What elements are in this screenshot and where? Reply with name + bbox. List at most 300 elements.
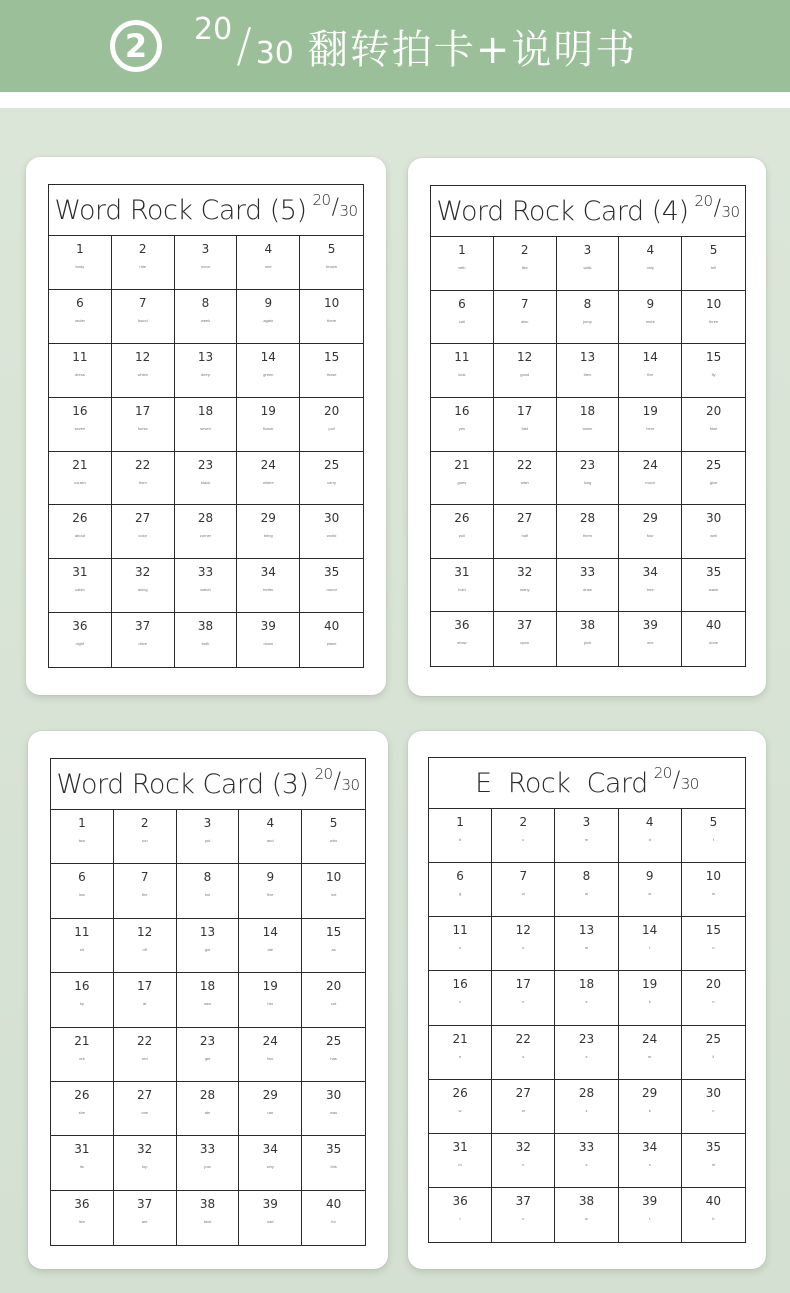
cell-word: many	[519, 586, 530, 592]
cell-word: warm	[582, 425, 593, 431]
cell-word: watch	[200, 587, 211, 593]
card-cell	[51, 1136, 114, 1190]
cell-number: 28	[578, 1085, 595, 1100]
cell-number: 28	[579, 511, 596, 526]
cell-word: wish	[520, 479, 529, 485]
cell-word: b	[458, 837, 462, 842]
card-cell	[682, 237, 745, 291]
cell-word: t	[459, 1215, 461, 1221]
cell-number: 5	[327, 242, 336, 256]
cell-word: then	[583, 372, 592, 378]
banner-title: 翻转拍卡+说明书	[307, 26, 638, 73]
cell-word: look	[458, 372, 466, 378]
card-cell	[177, 973, 240, 1027]
card-cell	[492, 917, 555, 971]
card-title	[429, 758, 745, 809]
cell-number: 11	[74, 924, 90, 939]
card-cell	[237, 452, 300, 506]
cell-word: seven	[74, 425, 86, 431]
card-cell	[114, 1136, 177, 1190]
cell-number: 3	[583, 243, 592, 257]
card-cell	[300, 344, 363, 398]
fraction-numerator: 20	[694, 191, 713, 210]
card-cell	[555, 809, 618, 863]
card-title-text: Word Rock Card (3)	[56, 768, 309, 800]
cell-word: t	[649, 1215, 651, 1221]
card-cell	[49, 398, 112, 452]
cell-number: 18	[579, 403, 596, 418]
card-grid	[48, 184, 364, 668]
card-cell	[429, 809, 492, 863]
cell-word: pull	[458, 533, 466, 539]
cell-word: fly	[711, 372, 716, 378]
cell-word: c	[522, 837, 525, 842]
cell-number: 7	[519, 869, 528, 884]
cell-word: one	[141, 1109, 149, 1115]
cell-word: are	[141, 1218, 148, 1224]
card-cell	[239, 973, 302, 1027]
cell-number: 32	[135, 565, 151, 580]
cell-number: 1	[456, 815, 464, 829]
cell-number: 13	[578, 923, 595, 938]
cell-number: 20	[323, 403, 340, 418]
cell-word: at	[143, 1001, 147, 1007]
cell-number: 36	[454, 618, 470, 633]
card-e-rock	[408, 731, 766, 1269]
card-cell	[682, 971, 745, 1025]
card-cell	[177, 1028, 240, 1082]
fraction-denominator: 30	[341, 775, 360, 794]
cell-word: low	[78, 892, 85, 898]
card-cell	[494, 344, 557, 398]
cell-number: 4	[264, 242, 273, 256]
cell-number: 31	[74, 1142, 90, 1157]
cell-number: 32	[515, 1139, 531, 1154]
card-cell	[494, 291, 557, 345]
card-cell	[114, 1028, 177, 1082]
card-cell	[49, 344, 112, 398]
card-grid	[50, 758, 366, 1246]
cell-word: by	[79, 1001, 85, 1007]
cell-word: tree	[646, 586, 654, 592]
card-cell	[237, 505, 300, 559]
cell-number: 38	[199, 1196, 216, 1211]
cell-word: down	[263, 641, 274, 647]
card-cell	[177, 1082, 240, 1136]
cell-word: s	[522, 1053, 525, 1059]
card-cell	[619, 863, 682, 917]
card-title-fraction	[314, 764, 360, 797]
cell-word: pick	[583, 640, 592, 646]
card-cell	[682, 291, 745, 345]
cell-number: 8	[582, 869, 591, 884]
card-cell	[557, 452, 620, 506]
card-cell	[112, 398, 175, 452]
cell-number: 8	[583, 296, 592, 311]
cell-number: 15	[705, 350, 722, 365]
step-number-digit: 2	[124, 27, 148, 65]
cell-number: 2	[138, 242, 147, 256]
cell-word: color	[138, 533, 148, 539]
card-cell	[682, 863, 745, 917]
card-title-text: Word Rock Card (5)	[54, 194, 307, 226]
card-cell	[431, 612, 494, 666]
card-cell	[175, 559, 238, 613]
step-number-badge	[110, 20, 162, 72]
card-cell	[175, 452, 238, 506]
cell-word: who	[329, 838, 338, 843]
cell-word: get	[204, 1055, 211, 1061]
card-grid	[428, 757, 746, 1243]
cell-word: k	[648, 999, 651, 1005]
cell-number: 19	[642, 403, 658, 418]
cell-word: there	[327, 317, 337, 323]
cell-number: 24	[260, 457, 276, 472]
card-cell	[177, 1191, 240, 1245]
cell-number: 14	[642, 350, 658, 365]
card-title	[51, 759, 365, 810]
card-cell	[51, 919, 114, 973]
card-cell	[49, 559, 112, 613]
cell-number: 38	[579, 618, 596, 633]
card-cell	[429, 863, 492, 917]
card-cell	[300, 613, 363, 667]
card-cell	[557, 559, 620, 613]
cell-number: 15	[323, 349, 340, 364]
cell-word: s	[648, 1161, 651, 1167]
cell-number: 39	[642, 618, 658, 633]
cell-word: two	[267, 1055, 274, 1061]
cell-number: 20	[325, 979, 342, 994]
card-cell	[49, 505, 112, 559]
cell-word: wash	[708, 586, 719, 592]
card-cell	[555, 971, 618, 1025]
cell-word: which	[137, 371, 148, 377]
cell-word: two	[78, 838, 86, 843]
cell-word: also	[521, 318, 529, 324]
cell-number: 9	[264, 295, 273, 310]
cell-number: 10	[705, 869, 722, 884]
cell-number: 25	[705, 457, 722, 472]
cell-word: seven	[200, 425, 211, 431]
cell-number: 30	[705, 1085, 722, 1100]
cell-number: 40	[323, 619, 340, 634]
cell-word: much	[645, 479, 656, 485]
card-cell	[302, 919, 365, 973]
cell-number: 8	[203, 870, 212, 885]
cell-word: m	[711, 891, 716, 897]
card-cell	[431, 559, 494, 613]
card-cell	[112, 559, 175, 613]
cell-word: put	[204, 838, 211, 843]
cell-word: black	[200, 479, 211, 485]
cell-word: dress	[75, 371, 85, 377]
cell-number: 39	[642, 1193, 658, 1208]
fraction-numerator: 20	[314, 764, 333, 783]
cell-number: 2	[140, 816, 149, 830]
card-cell	[302, 1191, 365, 1245]
card-cell	[237, 613, 300, 667]
card-cell	[431, 398, 494, 452]
cell-number: 40	[705, 618, 722, 633]
card-cell	[429, 917, 492, 971]
cell-word: g	[458, 891, 462, 897]
cell-word: doing	[137, 587, 148, 593]
cell-word: d	[648, 837, 651, 842]
cell-number: 10	[705, 296, 722, 311]
card-cell	[239, 864, 302, 918]
cell-word: its	[79, 1164, 84, 1170]
card-cell	[300, 505, 363, 559]
cell-word: b	[712, 1215, 715, 1221]
cell-word: t	[649, 945, 651, 951]
card-cell	[555, 1134, 618, 1188]
card-cell	[557, 344, 620, 398]
cell-word: ran	[267, 1109, 274, 1115]
cell-word: again	[263, 317, 274, 323]
cell-number: 30	[323, 511, 340, 526]
cell-word: show	[457, 640, 467, 646]
cell-word: s	[585, 1053, 588, 1059]
cell-word: n	[522, 999, 525, 1005]
card-cell	[175, 344, 238, 398]
cell-number: 24	[262, 1033, 278, 1048]
card-cell	[112, 236, 175, 290]
cell-number: 17	[135, 403, 151, 418]
card-word-rock-3	[28, 731, 388, 1269]
card-cell	[300, 236, 363, 290]
cell-number: 18	[197, 403, 214, 418]
cell-number: 29	[262, 1087, 278, 1102]
cell-number: 9	[266, 870, 275, 885]
cell-word: why	[266, 1164, 274, 1170]
cell-word: tell	[711, 265, 717, 270]
cell-number: 36	[74, 1196, 90, 1211]
cell-word: five	[267, 892, 274, 898]
cell-number: 5	[709, 815, 718, 829]
cell-number: 6	[458, 296, 466, 311]
cell-number: 16	[72, 403, 88, 418]
card-cell	[682, 1188, 745, 1242]
card-cell	[239, 919, 302, 973]
card-title-fraction	[312, 190, 358, 223]
cell-number: 36	[72, 619, 88, 634]
card-cell	[492, 863, 555, 917]
cell-number: 2	[519, 815, 528, 829]
card-cell	[175, 236, 238, 290]
cell-number: 23	[578, 1031, 595, 1046]
cell-number: 13	[579, 350, 596, 365]
banner-fraction	[194, 12, 294, 72]
card-cell	[300, 559, 363, 613]
cell-number: 21	[72, 457, 88, 472]
card-cell	[49, 236, 112, 290]
cell-number: 6	[456, 869, 464, 884]
cell-number: 18	[578, 977, 595, 992]
cell-number: 17	[137, 979, 153, 994]
cell-word: done	[709, 640, 719, 646]
cell-word: flower	[262, 425, 274, 431]
cell-word: ll	[712, 1053, 715, 1059]
cell-word: got	[204, 946, 211, 952]
card-cell	[175, 398, 238, 452]
cell-word: w	[521, 891, 525, 897]
cell-word: draw	[583, 586, 592, 592]
card-cell	[112, 452, 175, 506]
cell-number: 25	[705, 1031, 722, 1046]
card-cell	[114, 919, 177, 973]
cell-word: noon	[201, 264, 210, 269]
cell-word: the	[141, 892, 148, 898]
cell-number: 16	[74, 979, 90, 994]
cell-number: 22	[517, 457, 533, 472]
cell-word: live	[78, 1218, 85, 1224]
cell-number: 27	[137, 1087, 153, 1102]
cell-word: from	[138, 479, 147, 485]
card-cell	[114, 973, 177, 1027]
card-grid	[430, 185, 746, 667]
cell-number: 31	[452, 1139, 468, 1154]
card-cell	[619, 344, 682, 398]
cell-word: only	[646, 265, 654, 270]
card-cell	[237, 290, 300, 344]
card-cells	[51, 810, 365, 1245]
cell-word: three	[709, 318, 719, 324]
cell-word: walk	[583, 265, 592, 270]
cell-word: here	[646, 425, 655, 431]
card-cell	[49, 452, 112, 506]
card-cell	[114, 1082, 177, 1136]
cell-number: 35	[325, 1142, 342, 1157]
cell-word: and	[266, 838, 274, 843]
card-cell	[682, 505, 745, 559]
cell-number: 28	[199, 1087, 216, 1102]
cell-number: 12	[515, 923, 531, 938]
cell-number: 13	[199, 924, 216, 939]
fraction-slash: /	[333, 768, 341, 794]
cell-number: 34	[262, 1142, 278, 1157]
cell-number: 18	[199, 979, 216, 994]
cell-number: 35	[705, 1139, 722, 1154]
cell-word: found	[137, 317, 148, 323]
cell-word: this	[330, 1164, 337, 1170]
card-cell	[557, 291, 620, 345]
card-cell	[431, 237, 494, 291]
card-cell	[49, 613, 112, 667]
cell-number: 7	[140, 870, 149, 885]
card-cell	[682, 612, 745, 666]
cell-number: 4	[266, 816, 275, 830]
cell-word: cabin	[75, 587, 85, 593]
cell-word: bring	[263, 533, 273, 539]
card-cell	[619, 1188, 682, 1242]
fraction-slash: /	[713, 195, 721, 221]
cell-number: 34	[642, 564, 658, 579]
cell-number: 37	[137, 1196, 153, 1211]
cell-word: run	[141, 838, 148, 843]
card-title-text: E Rock Card	[475, 767, 648, 799]
cell-word: off	[142, 946, 147, 952]
cell-word: not	[330, 892, 337, 898]
card-cell	[51, 1191, 114, 1245]
card-cell	[175, 505, 238, 559]
card-cell	[302, 973, 365, 1027]
card-cell	[51, 1028, 114, 1082]
card-cell	[429, 1026, 492, 1080]
cell-word: like	[521, 265, 528, 270]
cell-word: w	[521, 1107, 525, 1113]
cell-number: 27	[517, 511, 533, 526]
card-cell	[177, 919, 240, 973]
cell-number: 36	[452, 1193, 468, 1208]
cell-word: x	[459, 999, 462, 1005]
cell-word: night	[75, 641, 85, 647]
cell-number: 7	[138, 295, 147, 310]
cell-number: 31	[454, 564, 470, 579]
cell-number: 29	[642, 511, 658, 526]
card-cell	[237, 559, 300, 613]
cell-number: 30	[325, 1087, 342, 1102]
cell-word: long	[583, 479, 592, 485]
cell-word: round	[326, 587, 337, 593]
cell-word: under	[74, 317, 86, 323]
card-cell	[51, 1082, 114, 1136]
card-cell	[494, 559, 557, 613]
fraction-denominator: 30	[680, 774, 699, 793]
card-cells	[429, 809, 745, 1242]
cell-word: w	[458, 1107, 462, 1113]
cell-number: 3	[582, 815, 591, 829]
cell-word: m	[584, 891, 589, 897]
cell-number: 22	[515, 1031, 531, 1046]
card-cell	[177, 810, 240, 864]
cell-word: drive	[138, 641, 148, 647]
cell-word: n	[712, 999, 715, 1005]
cell-number: 38	[578, 1193, 595, 1208]
cell-word: where	[262, 479, 274, 485]
cell-number: 25	[325, 1033, 342, 1048]
cell-word: with	[458, 265, 466, 270]
cell-number: 29	[260, 511, 276, 526]
cell-number: 35	[323, 565, 340, 580]
cell-word: goes	[457, 479, 467, 485]
cell-word: her	[267, 1001, 274, 1007]
cell-number: 14	[262, 924, 278, 939]
card-cell	[239, 1028, 302, 1082]
cell-word: s	[585, 1161, 588, 1167]
cell-number: 12	[517, 350, 533, 365]
cell-word: own	[203, 1001, 212, 1007]
card-cell	[302, 810, 365, 864]
card-cell	[682, 917, 745, 971]
cell-number: 21	[452, 1031, 468, 1046]
cell-word: m	[584, 945, 589, 951]
cell-number: 27	[135, 511, 151, 526]
card-cell	[555, 1188, 618, 1242]
cell-number: 37	[515, 1193, 531, 1208]
cell-number: 34	[260, 565, 276, 580]
cell-word: red	[141, 1055, 148, 1061]
cell-word: for	[331, 1218, 336, 1224]
banner-fraction-slash: /	[236, 18, 252, 72]
card-cell	[619, 971, 682, 1025]
cell-number: 23	[579, 457, 596, 472]
cell-number: 35	[705, 564, 722, 579]
card-cell	[302, 1028, 365, 1082]
cell-word: top	[141, 1164, 148, 1170]
card-cell	[114, 810, 177, 864]
card-cell	[429, 1188, 492, 1242]
